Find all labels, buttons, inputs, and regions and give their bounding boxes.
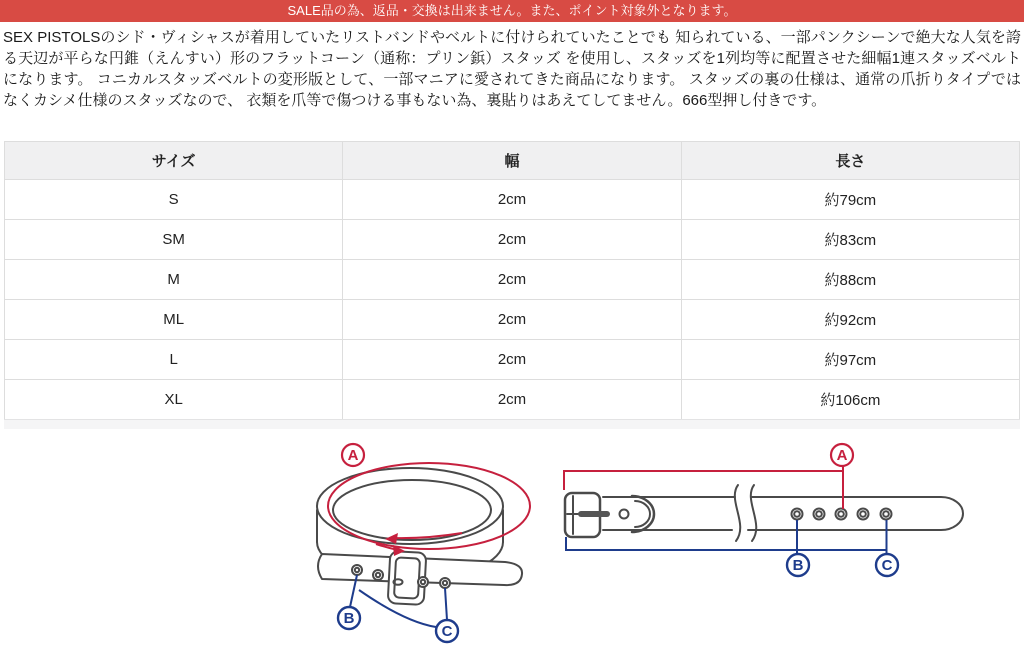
size-table-header-size: サイズ <box>5 142 343 180</box>
size-table-header-row <box>5 142 1020 180</box>
cell-length: 約88cm <box>681 260 1019 300</box>
table-row <box>5 300 1020 340</box>
cell-width: 2cm <box>343 220 681 260</box>
label-b: B <box>343 610 355 627</box>
table-row <box>5 380 1020 420</box>
belt-holes <box>792 509 892 520</box>
label-a: A <box>347 447 359 464</box>
cell-width: 2cm <box>343 180 681 220</box>
size-table <box>4 141 1020 420</box>
cell-length: 約79cm <box>681 180 1019 220</box>
table-row <box>5 180 1020 220</box>
size-table-body <box>5 180 1020 420</box>
cell-length: 約92cm <box>681 300 1019 340</box>
label-c: C <box>881 557 893 574</box>
cell-width: 2cm <box>343 340 681 380</box>
belt-flat-illustration <box>565 485 963 541</box>
belt-flat-measurement-diagram <box>545 440 985 600</box>
belt-coiled-measurement-diagram <box>280 440 540 655</box>
cell-size: S <box>5 180 343 220</box>
sale-notice-text: SALE品の為、返品・交換は出来ません。また、ポイント対象外となります。 <box>287 3 737 18</box>
length-measure-blue <box>566 520 887 554</box>
cell-length: 約97cm <box>681 340 1019 380</box>
table-row <box>5 340 1020 380</box>
table-row <box>5 220 1020 260</box>
product-description: SEX PISTOLSのシド・ヴィシャスが着用していたリストバンドやベルトに付けられていたことでも 知られている、一部パンクシーンで絶大な人気を誇る天辺が平らな円錐（えんすい）形のフラットコーン（通称：プリン鋲）スタッズ を使用し、スタッズを1列均等に配置させた細幅1連スタッズベルトになります。 コニカルスタッズベルトの変形版として、一部マニアに愛されてきた商品になります。 スタッズの裏の仕様は、通常の爪折りタイプではなくカシメ仕様のスタッズなので、 衣類を爪等で傷つける事もない為、裏貼りはあえてしてません。666型押し付きです。 <box>3 29 1021 109</box>
cell-width: 2cm <box>343 380 681 420</box>
label-c: C <box>441 623 453 640</box>
cell-width: 2cm <box>343 260 681 300</box>
cell-size: SM <box>5 220 343 260</box>
table-row <box>5 260 1020 300</box>
length-measure-red <box>564 466 843 509</box>
cell-length: 約106cm <box>681 380 1019 420</box>
cell-size: ML <box>5 300 343 340</box>
size-table-header-width: 幅 <box>343 142 681 180</box>
cell-width: 2cm <box>343 300 681 340</box>
cell-size: L <box>5 340 343 380</box>
cell-size: M <box>5 260 343 300</box>
cell-size: XL <box>5 380 343 420</box>
table-bottom-strip <box>4 419 1020 429</box>
label-b: B <box>792 557 804 574</box>
sale-notice-banner <box>0 0 1024 22</box>
label-a: A <box>836 447 848 464</box>
size-table-head <box>5 142 1020 180</box>
size-table-header-length: 長さ <box>681 142 1019 180</box>
cell-length: 約83cm <box>681 220 1019 260</box>
